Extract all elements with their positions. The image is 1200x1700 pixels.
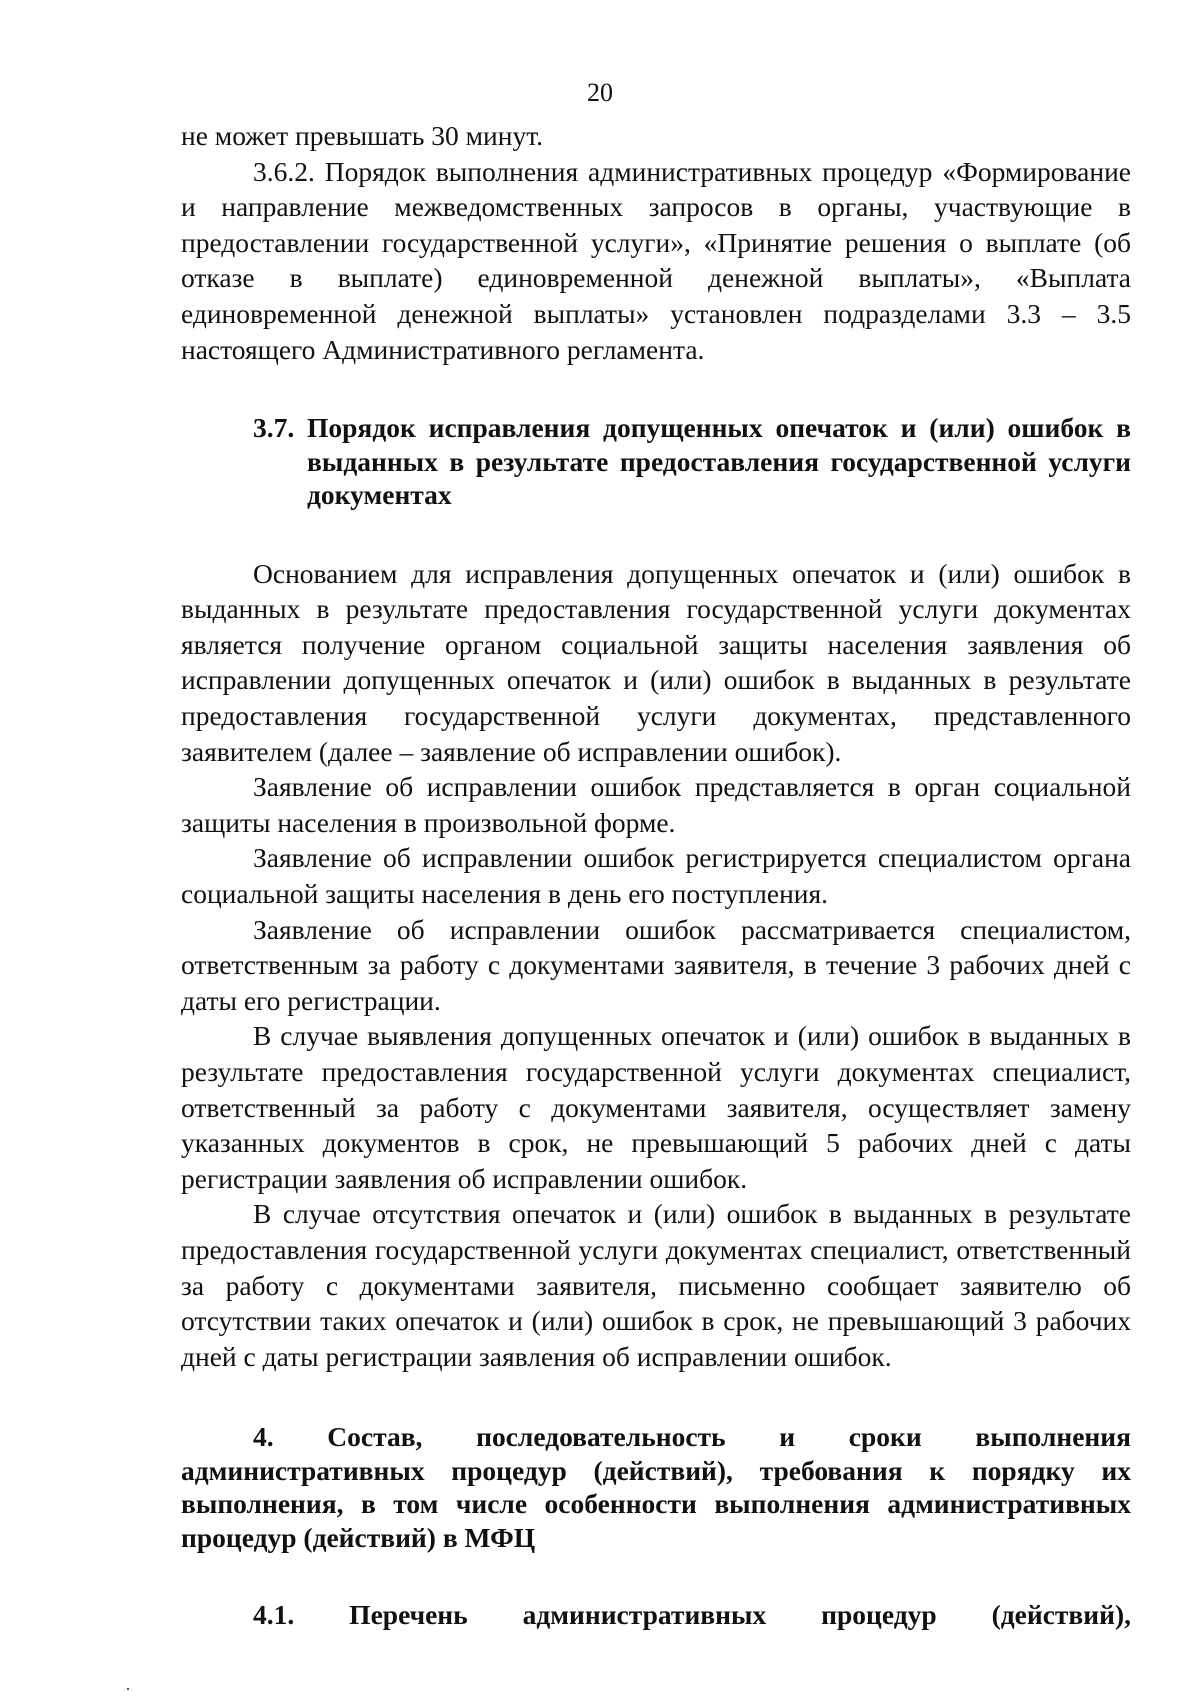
scan-speck xyxy=(127,1688,129,1690)
section-title: Порядок исправления допущенных опечаток и (или) ошибок в выданных в результате предоставления государственной услуги документах xyxy=(307,412,1131,511)
section-heading-3-7 xyxy=(181,411,1131,512)
page-content xyxy=(181,118,1131,1632)
section-heading-4-1: 4.1. Перечень административных процедур (действий), xyxy=(253,1599,1131,1631)
paragraph-3-6-2: 3.6.2. Порядок выполнения административных процедур «Формирование и направление межведомственных запросов в органы, участвующие в предоставлении государственной услуги», «Принятие решения о выплате (об отказе в выплате) единовременной денежной выплаты», «Выплата единовременной денежной выплаты» установлен подразделами 3.3 – 3.5 настоящего Административного регламента. xyxy=(181,155,1131,365)
paragraph-grounds: Основанием для исправления допущенных опечаток и (или) ошибок в выданных в результате предоставления государственной услуги документах является получение органом социальной защиты населения заявления об исправлении допущенных опечаток и (или) ошибок в выданных в результате предоставления государственной услуги документах, представленного заявителем (далее – заявление об исправлении ошибок). xyxy=(181,557,1131,767)
paragraph-no-errors: В случае отсутствия опечаток и (или) ошибок в выданных в результате предоставления государственной услуги документах специалист, ответственный за работу с документами заявителя, письменно сообщает заявителю об отсутствии таких опечаток и (или) ошибок в срок, не превышающий 3 рабочих дней с даты регистрации заявления об исправлении ошибок. xyxy=(181,1198,1131,1372)
section-number: 3.7. xyxy=(253,412,295,444)
page-number: 20 xyxy=(587,78,613,107)
section-heading-4: 4. Состав, последовательность и сроки выполнения административных процедур (действий), требования к порядку их выполнения, в том числе особенности выполнения административных процедур (действий) в МФЦ xyxy=(181,1421,1131,1553)
paragraph-submission: Заявление об исправлении ошибок представляется в орган социальной защиты населения в произвольной форме. xyxy=(181,771,1131,838)
paragraph-review: Заявление об исправлении ошибок рассматривается специалистом, ответственным за работу с документами заявителя, в течение 3 рабочих дней с даты его регистрации. xyxy=(181,913,1131,1016)
paragraph-registration: Заявление об исправлении ошибок регистрируется специалистом органа социальной защиты населения в день его поступления. xyxy=(181,842,1131,909)
paragraph-replacement: В случае выявления допущенных опечаток и (или) ошибок в выданных в результате предоставления государственной услуги документах специалист, ответственный за работу с документами заявителя, осуществляет замену указанных документов в срок, не превышающий 5 рабочих дней с даты регистрации заявления об исправлении ошибок. xyxy=(181,1020,1131,1194)
paragraph-continuation: не может превышать 30 минут. xyxy=(181,120,544,151)
